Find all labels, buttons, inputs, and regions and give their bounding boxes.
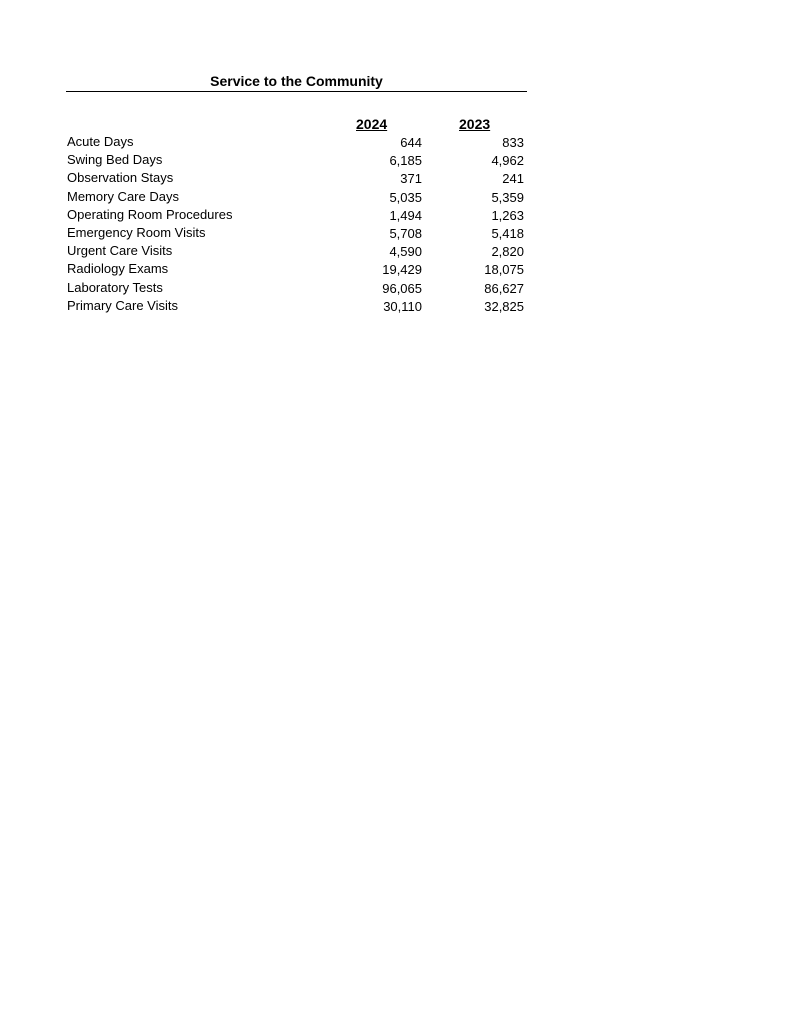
value-2024: 6,185 [389,153,422,169]
row-label: Operating Room Procedures [67,206,233,222]
table-body [66,134,527,316]
value-2023: 4,962 [491,153,524,169]
table-row [66,152,527,170]
value-2023: 5,418 [491,225,524,241]
table-row [66,280,527,298]
value-2024: 4,590 [389,244,422,260]
value-2023: 18,075 [484,262,524,278]
value-2024: 1,494 [389,207,422,223]
page-title: Service to the Community [210,73,383,89]
value-2023: 833 [502,135,524,150]
value-2024: 19,429 [382,262,422,278]
value-2024: 644 [400,135,422,150]
row-label: Urgent Care Visits [67,243,173,259]
value-2023: 1,263 [491,207,524,223]
value-2024: 371 [400,171,422,187]
row-label: Acute Days [67,134,134,149]
value-2024: 5,035 [389,189,422,205]
value-2024: 96,065 [382,280,422,296]
row-label: Emergency Room Visits [67,224,206,240]
column-header-row [66,114,527,134]
value-2024: 30,110 [383,298,422,314]
value-2023: 32,825 [484,298,524,314]
table-row [66,134,527,152]
row-label: Swing Bed Days [67,152,163,168]
table-row [66,225,527,243]
row-label: Memory Care Days [67,188,179,204]
table-row [66,243,527,261]
table-row [66,170,527,188]
value-2024: 5,708 [389,225,422,241]
column-header-2024: 2024 [356,116,388,132]
table-row [66,207,527,225]
row-label: Primary Care Visits [67,297,179,313]
column-header-2023: 2023 [459,116,491,132]
value-2023: 5,359 [491,189,524,205]
value-2023: 86,627 [484,280,524,296]
row-label: Radiology Exams [67,261,169,277]
service-table [66,72,527,316]
table-row [66,261,527,279]
row-label: Laboratory Tests [67,279,163,295]
value-2023: 2,820 [491,244,524,260]
title-divider [66,91,527,92]
value-2023: 241 [502,171,524,187]
table-row [66,298,527,316]
table-row [66,189,527,207]
row-label: Observation Stays [67,170,174,186]
